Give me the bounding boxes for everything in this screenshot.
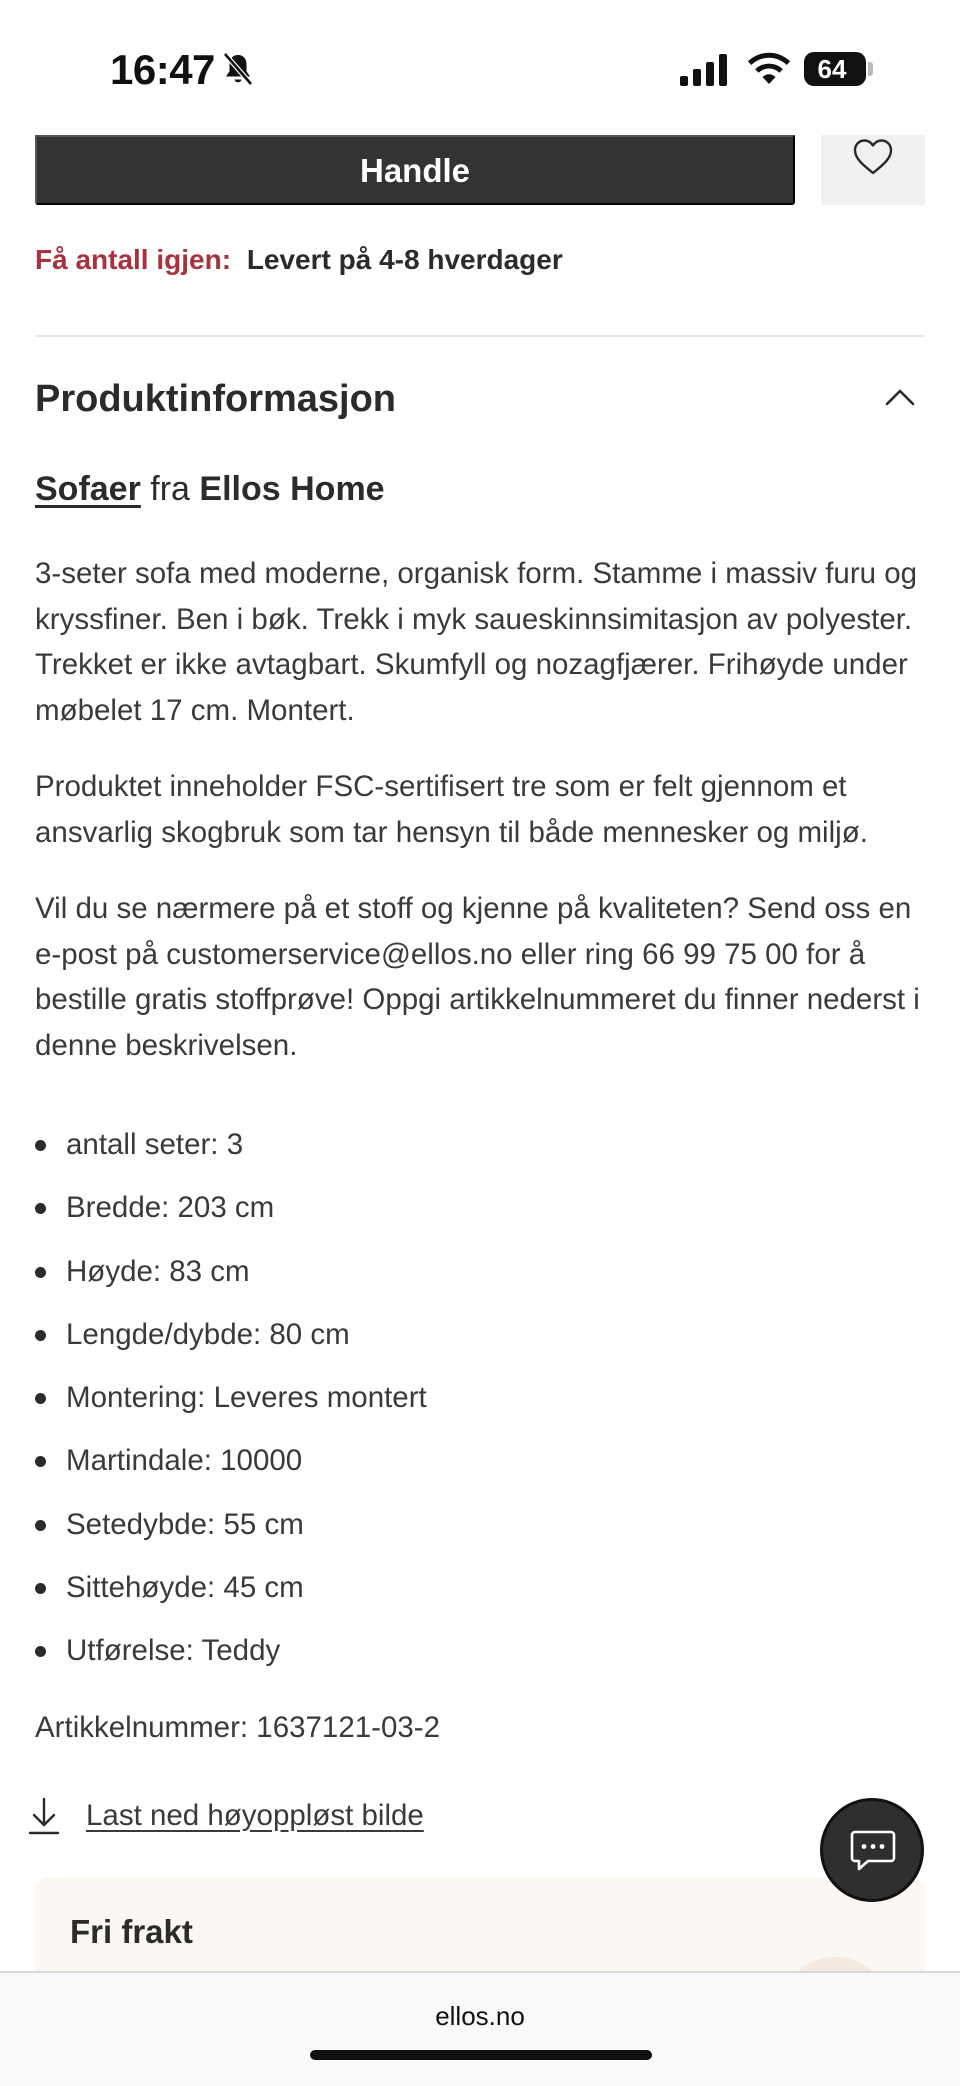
divider: [35, 335, 925, 337]
brand-line: [35, 470, 385, 509]
spec-item: Montering: Leveres montert: [35, 1366, 427, 1429]
url-field[interactable]: ellos.no: [435, 2001, 525, 2031]
browser-bar: [0, 1971, 960, 2086]
description-paragraph: 3-seter sofa med moderne, organisk form. Stamme i massiv furu og kryssfiner. Ben i bøk. Trekk i myk saueskinnsimitasjon av polyester. Trekket er ikke avtagbart. Skumfyll og nozagfjærer. Frihøyde under møbelet 17 cm. Montert.: [35, 557, 918, 727]
spec-item: Utførelse: Teddy: [35, 1619, 427, 1682]
description-paragraph: Produktet inneholder FSC-sertifisert tre som er felt gjennom et ansvarlig skogbruk som tar hensyn til både mennesker og miljø.: [35, 770, 868, 849]
download-image-link[interactable]: Last ned høyoppløst bilde: [86, 1799, 424, 1832]
chevron-up-icon[interactable]: [884, 386, 916, 408]
signal-icon: [680, 54, 730, 86]
status-time: 16:47: [110, 46, 215, 93]
spec-item: Martindale: 10000: [35, 1429, 427, 1492]
stock-warning: Få antall igjen:: [35, 244, 232, 275]
brand-name: Ellos Home: [199, 470, 385, 508]
handle-button[interactable]: Handle: [35, 135, 795, 205]
category-link[interactable]: Sofaer: [35, 470, 141, 508]
brand-from-text: fra: [150, 470, 190, 508]
description-paragraph: Vil du se nærmere på et stoff og kjenne på kvaliteten? Send oss en e-post på customerservice@ellos.no eller ring 66 99 75 00 for å bestille gratis stoffprøve! Oppgi artikkelnummeret du finner nederst i denne beskrivelsen.: [35, 892, 920, 1062]
spec-item: Setedybde: 55 cm: [35, 1493, 427, 1556]
bell-slash-icon: [222, 52, 254, 86]
spec-item: antall seter: 3: [35, 1113, 427, 1176]
stock-status: [35, 244, 563, 276]
chat-button[interactable]: [820, 1798, 924, 1902]
heart-icon: [851, 135, 895, 179]
article-number: Artikkelnummer: 1637121-03-2: [35, 1711, 441, 1744]
home-indicator[interactable]: [310, 2050, 652, 2060]
chat-bubble-icon: [847, 1825, 899, 1877]
wifi-icon: [746, 50, 792, 86]
status-bar: [0, 0, 960, 135]
section-title-product-info[interactable]: Produktinformasjon: [35, 378, 397, 420]
spec-item: Lengde/dybde: 80 cm: [35, 1303, 427, 1366]
battery-icon: [804, 52, 866, 86]
spec-item: Sittehøyde: 45 cm: [35, 1556, 427, 1619]
spec-list: [35, 1113, 427, 1683]
shipping-title: Fri frakt: [70, 1913, 193, 1950]
download-icon: [28, 1796, 60, 1836]
spec-item: Bredde: 203 cm: [35, 1176, 427, 1239]
battery-level: 64: [817, 54, 847, 84]
wishlist-button[interactable]: [821, 135, 925, 205]
battery-tip: [868, 62, 873, 76]
delivery-time: Levert på 4-8 hverdager: [246, 244, 563, 275]
spec-item: Høyde: 83 cm: [35, 1240, 427, 1303]
